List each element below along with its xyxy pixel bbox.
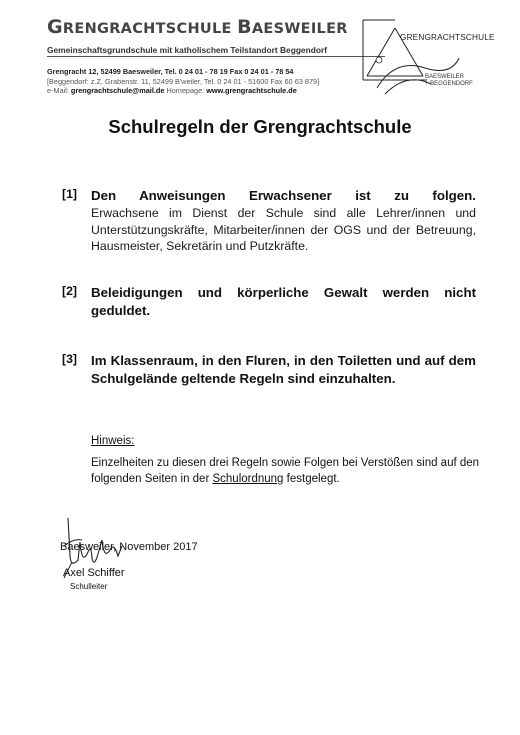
rule-number: [2]	[62, 284, 78, 298]
signer-name: Axel Schiffer	[63, 567, 125, 579]
logo-title: GRENGRACHTSCHULE	[400, 33, 495, 42]
contact-line	[47, 86, 297, 95]
address-line-main: Grengracht 12, 52499 Baesweiler, Tel. 0 24 01 - 78 19 Fax 0 24 01 - 78 54	[47, 67, 294, 76]
email-label: e-Mail:	[47, 86, 71, 95]
hint-text-part-1: Einzelheiten zu diesen drei Regeln sowie Folgen bei Verstößen sind auf den folgenden Seiten in der	[91, 457, 480, 485]
header-divider	[47, 56, 385, 57]
school-name-part-1: RENGRACHTSCHULE	[62, 21, 238, 37]
logo-subtitle	[425, 74, 473, 88]
school-name-initial-1: G	[47, 16, 63, 38]
logo-subtitle-line-2: + BEGGENDORF	[425, 81, 473, 87]
rule-item	[62, 352, 476, 388]
place-and-date: Baesweiler, November 2017	[60, 541, 198, 553]
school-name	[47, 16, 348, 38]
school-rules-reference: Schulordnung	[212, 473, 284, 485]
rule-number: [1]	[62, 187, 78, 201]
rule-heading: Den Anweisungen Erwachsener ist zu folgen.	[91, 188, 476, 203]
logo-subtitle-line-1: BAESWEILER	[425, 74, 465, 80]
hint-text	[91, 455, 481, 487]
homepage-link[interactable]: www.grengrachtschule.de	[206, 86, 297, 95]
address-line-beggendorf: [Beggendorf: z.Z. Grabenstr. 11, 52499 B'weiler, Tel. 0 24 01 - 51600 Fax 60 63 879]	[47, 76, 320, 86]
rule-item	[62, 284, 476, 320]
document-title: Schulregeln der Grengrachtschule	[108, 116, 412, 137]
school-name-initial-2: B	[237, 16, 252, 38]
rule-number: [3]	[62, 352, 78, 366]
rule-item	[62, 187, 476, 255]
school-name-part-2: AESWEILER	[251, 21, 348, 37]
homepage-label: Homepage:	[164, 86, 207, 95]
signer-role: Schulleiter	[70, 582, 108, 591]
hint-text-part-2: festgelegt.	[283, 473, 340, 485]
rule-heading: Im Klassenraum, in den Fluren, in den Toiletten und auf dem Schulgelände geltende Regeln sind einzuhalten.	[91, 353, 476, 386]
hint-label: Hinweis:	[91, 435, 135, 447]
rule-description: Erwachsene im Dienst der Schule sind alle Lehrer/innen und Unterstützungskräfte, Mitarbeiter/innen der OGS und der Betreuung, Hausmeister, Sekretärin und Putzkräfte.	[91, 206, 476, 253]
rule-heading: Beleidigungen und körperliche Gewalt werden nicht geduldet.	[91, 285, 476, 318]
email-link[interactable]: grengrachtschule@mail.de	[70, 86, 165, 95]
school-subtitle: Gemeinschaftsgrundschule mit katholischem Teilstandort Beggendorf	[47, 45, 327, 55]
